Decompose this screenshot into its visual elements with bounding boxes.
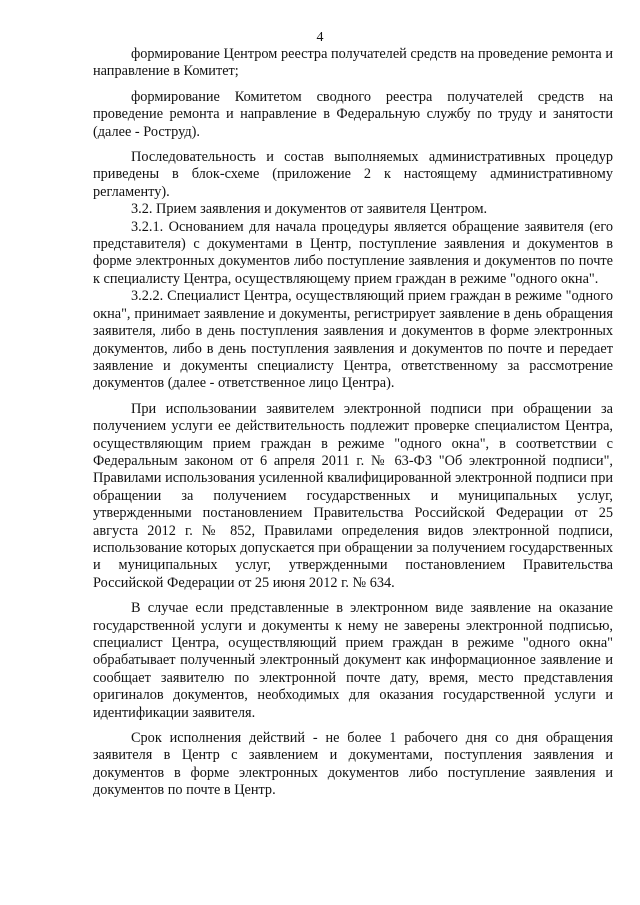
document-body: [93, 46, 613, 800]
paragraph: 3.2.2. Специалист Центра, осуществляющий прием граждан в режиме "одного окна", принимает заявление и документы, регистрирует заявление в день обращения заявителя, либо в день поступления заявления и документов в форме электронных документов, либо в день поступления заявления и документов по почте и передает заявление и документы специалисту Центра, ответственному за рассмотрение документов (далее - ответственное лицо Центра).: [93, 288, 613, 392]
page-number: 4: [316, 30, 324, 45]
paragraph: 3.2.1. Основанием для начала процедуры является обращение заявителя (его представителя) с документами в Центр, поступление заявления и документов в форме электронных документов либо поступление заявления и документов по почте к специалисту Центра, осуществляющему прием граждан в режиме "одного окна".: [93, 218, 613, 287]
paragraph: формирование Комитетом сводного реестра получателей средств на проведение ремонта и направление в Федеральную службу по труду и занятости (далее - Роструд).: [93, 88, 613, 140]
section-heading: 3.2. Прием заявления и документов от заявителя Центром.: [131, 201, 488, 218]
paragraph: При использовании заявителем электронной подписи при обращении за получением услуги ее действительность подлежит проверке специалистом Центра, осуществляющим прием граждан в режиме "одного окна", в соответствии с Федеральным законом от 6 апреля 2011 г. № 63-ФЗ "Об электронной подписи", Правилами использования усиленной квалифицированной электронной подписи при обращении за получением государственных и муниципальных услуг, утвержденными постановлением Правительства Российской Федерации от 25 августа 2012 г. № 852, Правилами определения видов электронной подписи, использование которых допускается при обращении за получением государственных и муниципальных услуг, утвержденными постановлением Правительства Российской Федерации от 25 июня 2012 г. № 634.: [93, 400, 613, 591]
paragraph: формирование Центром реестра получателей средств на проведение ремонта и направление в Комитет;: [93, 46, 613, 80]
paragraph: В случае если представленные в электронном виде заявление на оказание государственной услуги и документы к нему не заверены электронной подписью, специалист Центра, осуществляющий прием граждан в режиме "одного окна" обрабатывает полученный электронный документ как информационное заявление и сообщает заявителю по электронной почте дату, время, место представления оригиналов документов, необходимых для оказания государственной услуги и идентификации заявителя.: [93, 600, 613, 721]
paragraph: Последовательность и состав выполняемых административных процедур приведены в блок-схеме (приложение 2 к настоящему административному регламенту).: [93, 149, 613, 200]
paragraph: Срок исполнения действий - не более 1 рабочего дня со дня обращения заявителя в Центр с заявлением и документами, поступления заявления и документов в форме электронных документов либо поступление заявления и документов по почте в Центр.: [93, 730, 613, 799]
